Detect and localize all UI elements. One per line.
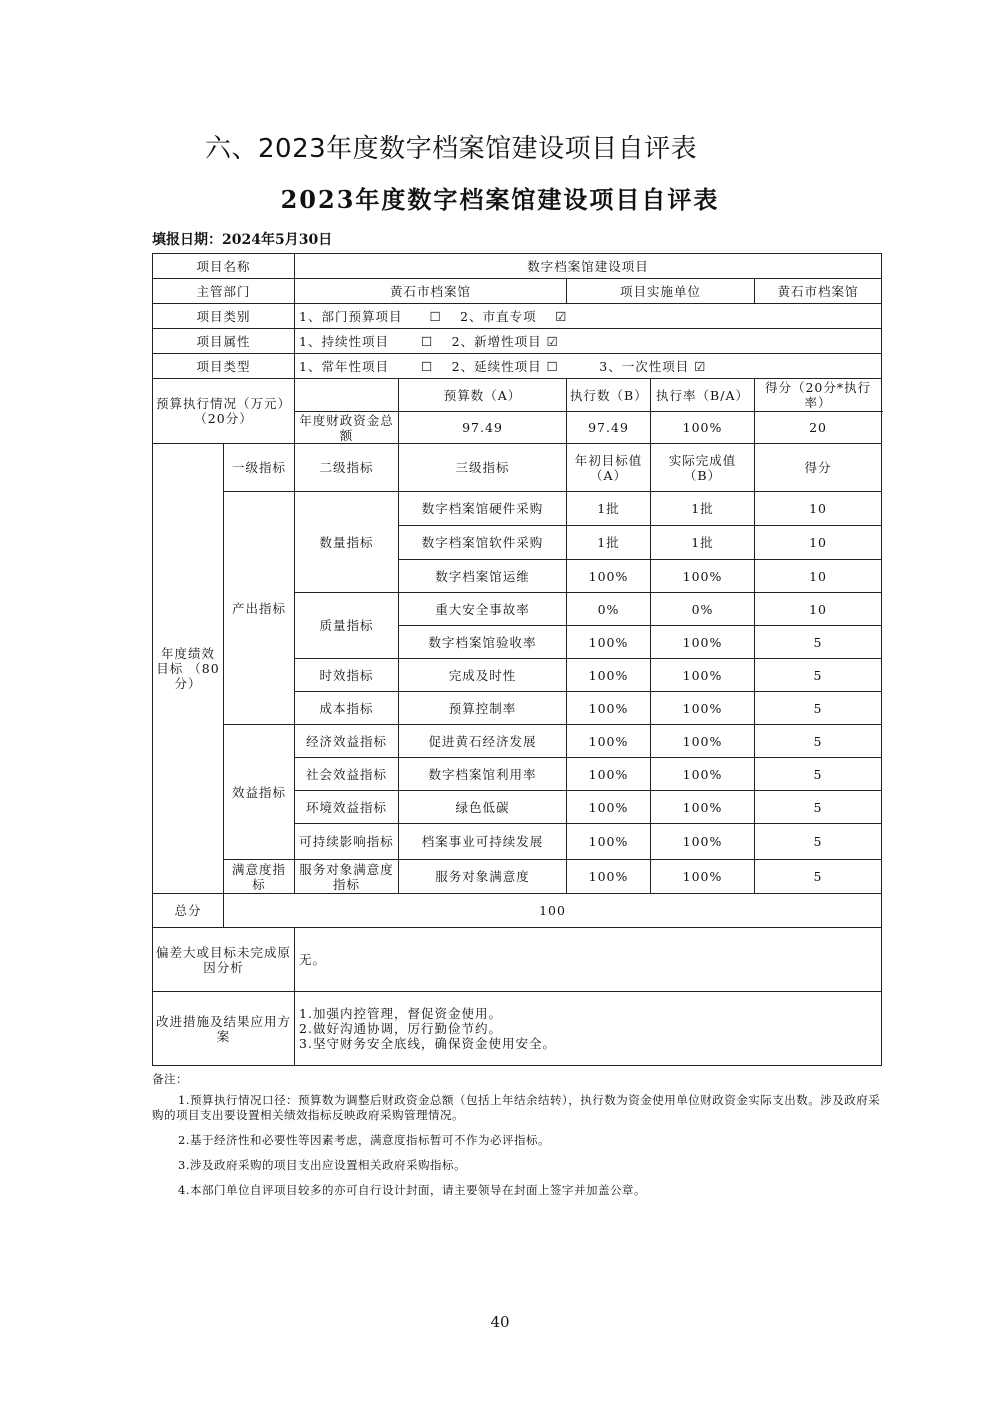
indicator-score: 5 bbox=[755, 626, 882, 659]
indicator-score: 10 bbox=[755, 560, 882, 593]
page-number: 40 bbox=[490, 1313, 510, 1331]
header-actual: 实际完成值（B） bbox=[651, 444, 755, 492]
indicator-name: 服务对象满意度 bbox=[399, 860, 567, 894]
indicator-name: 数字档案馆验收率 bbox=[399, 626, 567, 659]
notes-section bbox=[152, 1072, 882, 1208]
indicator-name: 预算控制率 bbox=[399, 692, 567, 725]
type-label: 项目类型 bbox=[153, 354, 295, 379]
quantity-indicator-label: 数量指标 bbox=[295, 492, 399, 593]
impl-unit-label: 项目实施单位 bbox=[567, 279, 755, 304]
budget-label: 预算执行情况（万元）（20分） bbox=[153, 379, 295, 444]
budget-col-budget: 预算数（A） bbox=[399, 379, 567, 412]
improvement-label: 改进措施及结果应用方案 bbox=[153, 992, 295, 1066]
indicator-name: 绿色低碳 bbox=[399, 791, 567, 824]
economic-indicator-label: 经济效益指标 bbox=[295, 725, 399, 758]
benefit-indicator-label: 效益指标 bbox=[224, 725, 295, 860]
attribute-value: 1、持续性项目 ☐ 2、新增性项目 ☑ bbox=[295, 329, 882, 354]
indicator-actual: 100% bbox=[651, 659, 755, 692]
evaluation-table bbox=[152, 253, 882, 1066]
indicator-target: 100% bbox=[567, 725, 651, 758]
indicator-actual: 100% bbox=[651, 692, 755, 725]
improvement-plan bbox=[295, 992, 882, 1066]
indicator-score: 10 bbox=[755, 492, 882, 526]
note-item: 2.基于经济性和必要性等因素考虑，满意度指标暂可不作为必评指标。 bbox=[178, 1133, 550, 1147]
indicator-target: 100% bbox=[567, 824, 651, 860]
deviation-label: 偏差大或目标未完成原因分析 bbox=[153, 928, 295, 992]
indicator-name: 数字档案馆利用率 bbox=[399, 758, 567, 791]
attribute-label: 项目属性 bbox=[153, 329, 295, 354]
quality-indicator-label: 质量指标 bbox=[295, 593, 399, 659]
satisfaction-indicator-label: 满意度指标 bbox=[224, 860, 295, 894]
type-value: 1、常年性项目 ☐ 2、延续性项目 ☐ 3、一次性项目 ☑ bbox=[295, 354, 882, 379]
indicator-actual: 1批 bbox=[651, 492, 755, 526]
indicator-actual: 100% bbox=[651, 824, 755, 860]
indicator-score: 5 bbox=[755, 791, 882, 824]
total-label: 总分 bbox=[153, 894, 224, 928]
note-item: 4.本部门单位自评项目较多的亦可自行设计封面，请主要领导在封面上签字并加盖公章。 bbox=[178, 1183, 646, 1197]
header-level1: 一级指标 bbox=[224, 444, 295, 492]
indicator-score: 5 bbox=[755, 860, 882, 894]
dept-label: 主管部门 bbox=[153, 279, 295, 304]
indicator-name: 重大安全事故率 bbox=[399, 593, 567, 626]
indicator-name: 数字档案馆硬件采购 bbox=[399, 492, 567, 526]
indicator-name: 完成及时性 bbox=[399, 659, 567, 692]
indicator-score: 5 bbox=[755, 692, 882, 725]
category-value: 1、部门预算项目 ☐ 2、市直专项 ☑ bbox=[295, 304, 882, 329]
total-value: 100 bbox=[224, 894, 882, 928]
header-level3: 三级指标 bbox=[399, 444, 567, 492]
indicator-name: 数字档案馆软件采购 bbox=[399, 526, 567, 560]
improvement-line: 2.做好沟通协调，厉行勤俭节约。 bbox=[299, 1021, 502, 1036]
note-item: 3.涉及政府采购的项目支出应设置相关政府采购指标。 bbox=[178, 1158, 466, 1172]
environment-indicator-label: 环境效益指标 bbox=[295, 791, 399, 824]
indicator-actual: 100% bbox=[651, 560, 755, 593]
fill-date: 填报日期：2024年5月30日 bbox=[152, 232, 333, 248]
indicator-target: 1批 bbox=[567, 526, 651, 560]
indicator-name: 档案事业可持续发展 bbox=[399, 824, 567, 860]
header-target: 年初目标值（A） bbox=[567, 444, 651, 492]
indicator-target: 100% bbox=[567, 659, 651, 692]
indicator-target: 100% bbox=[567, 791, 651, 824]
budget-col-score: 得分（20分*执行率） bbox=[755, 379, 882, 412]
project-name-value: 数字档案馆建设项目 bbox=[295, 254, 882, 279]
indicator-score: 10 bbox=[755, 593, 882, 626]
indicator-name: 促进黄石经济发展 bbox=[399, 725, 567, 758]
indicator-target: 0% bbox=[567, 593, 651, 626]
sustain-indicator-label: 可持续影响指标 bbox=[295, 824, 399, 860]
impl-unit-value: 黄石市档案馆 bbox=[755, 279, 882, 304]
form-title: 2023年度数字档案馆建设项目自评表 bbox=[280, 185, 720, 214]
indicator-target: 100% bbox=[567, 860, 651, 894]
indicator-actual: 100% bbox=[651, 860, 755, 894]
budget-score-value: 20 bbox=[755, 412, 882, 444]
budget-empty-cell bbox=[295, 379, 399, 412]
category-label: 项目类别 bbox=[153, 304, 295, 329]
indicator-actual: 100% bbox=[651, 791, 755, 824]
improvement-line: 3.坚守财务安全底线，确保资金使用安全。 bbox=[299, 1036, 556, 1051]
indicator-score: 5 bbox=[755, 758, 882, 791]
indicator-actual: 100% bbox=[651, 758, 755, 791]
indicator-score: 5 bbox=[755, 659, 882, 692]
rate-value: 100% bbox=[651, 412, 755, 444]
timeliness-indicator-label: 时效指标 bbox=[295, 659, 399, 692]
indicator-actual: 100% bbox=[651, 626, 755, 659]
indicator-target: 100% bbox=[567, 560, 651, 593]
indicator-target: 100% bbox=[567, 692, 651, 725]
cost-indicator-label: 成本指标 bbox=[295, 692, 399, 725]
budget-value: 97.49 bbox=[399, 412, 567, 444]
header-level2: 二级指标 bbox=[295, 444, 399, 492]
header-score: 得分 bbox=[755, 444, 882, 492]
indicator-score: 5 bbox=[755, 725, 882, 758]
deviation-value: 无。 bbox=[295, 928, 882, 992]
performance-section-label: 年度绩效目标 （80分） bbox=[153, 444, 224, 894]
indicator-target: 1批 bbox=[567, 492, 651, 526]
indicator-target: 100% bbox=[567, 626, 651, 659]
indicator-name: 数字档案馆运维 bbox=[399, 560, 567, 593]
project-name-label: 项目名称 bbox=[153, 254, 295, 279]
indicator-actual: 1批 bbox=[651, 526, 755, 560]
indicator-actual: 100% bbox=[651, 725, 755, 758]
indicator-score: 5 bbox=[755, 824, 882, 860]
output-indicator-label: 产出指标 bbox=[224, 492, 295, 725]
exec-value: 97.49 bbox=[567, 412, 651, 444]
budget-col-exec: 执行数（B） bbox=[567, 379, 651, 412]
budget-row-label: 年度财政资金总额 bbox=[295, 412, 399, 444]
note-item: 1.预算执行情况口径：预算数为调整后财政资金总额（包括上年结余结转），执行数为资金使用单位财政资金实际支出数。涉及政府采购的项目支出要设置相关绩效指标反映政府采购管理情况。 bbox=[152, 1093, 881, 1122]
social-indicator-label: 社会效益指标 bbox=[295, 758, 399, 791]
indicator-score: 10 bbox=[755, 526, 882, 560]
section-heading: 六、2023年度数字档案馆建设项目自评表 bbox=[205, 134, 698, 164]
dept-value: 黄石市档案馆 bbox=[295, 279, 567, 304]
notes-label: 备注： bbox=[152, 1072, 188, 1086]
indicator-actual: 0% bbox=[651, 593, 755, 626]
service-indicator-label: 服务对象满意度指标 bbox=[295, 860, 399, 894]
indicator-target: 100% bbox=[567, 758, 651, 791]
improvement-line: 1.加强内控管理，督促资金使用。 bbox=[299, 1006, 502, 1021]
budget-col-rate: 执行率（B/A） bbox=[651, 379, 755, 412]
